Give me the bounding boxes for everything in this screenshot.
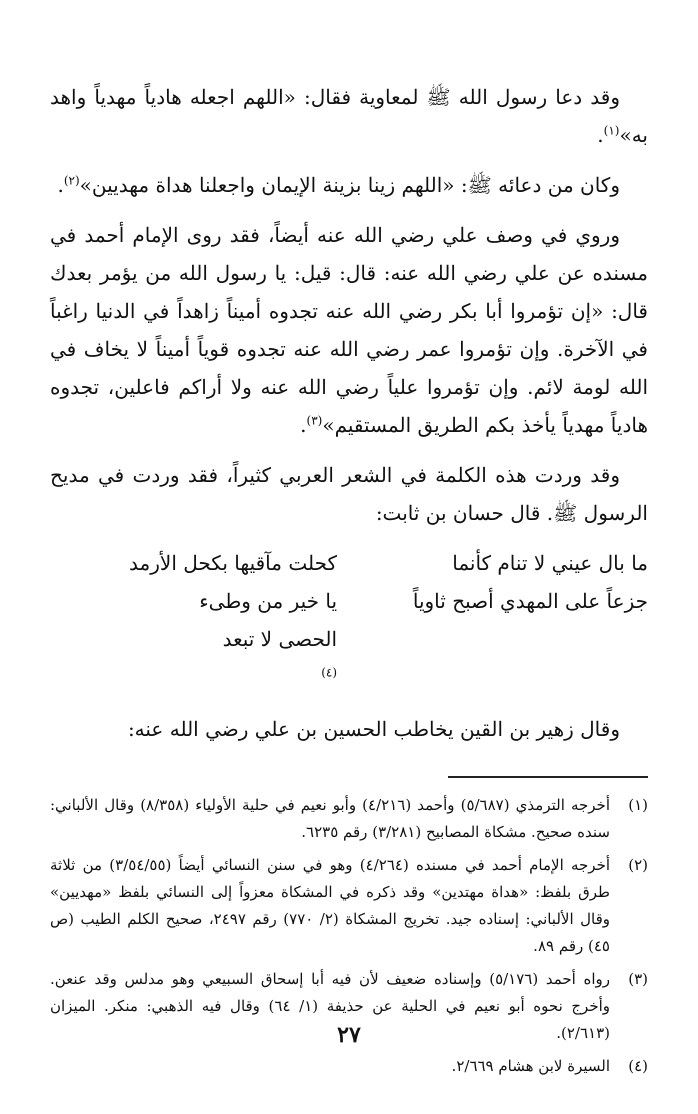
verse-first-hemistich: ما بال عيني لا تنام كأنما xyxy=(452,551,648,575)
page-number: ٢٧ xyxy=(337,1022,361,1048)
footnote-text: أخرجه الإمام أحمد في مسنده (٤/٢٦٤) وهو في سنن النسائي أيضاً (٣/٥٤/٥٥) من ثلاثة طرق بلفظ: «هداة مهتدين» وقد ذكره في المشكاة معزواً إلى النسائي بلفظ «مهديين» وقال الألباني: إسناده جيد. تخريج المشكاة (٢/ ٧٧٠) رقم ٢٤٩٧، صحيح الكلم الطيب (ص ٤٥) رقم ٨٩. xyxy=(50,855,611,955)
footnote-number: (١) xyxy=(628,795,648,814)
verse-second-hemistich: كحلت مآقيها بكحل الأرمد xyxy=(129,551,338,575)
verse-line xyxy=(50,544,648,582)
verse-first-hemistich: جزعاً على المهدي أصبح ثاوياً xyxy=(412,589,648,613)
verse-second-hemistich: يا خير من وطىء الحصى لا تبعد $^{(٤)}$ xyxy=(199,589,338,680)
paragraph-poetry-intro xyxy=(50,456,648,532)
verse-line xyxy=(50,582,648,696)
paragraph-text: وروي في وصف علي رضي الله عنه أيضاً، فقد روى الإمام أحمد في مسنده عن علي رضي الله عنه: قال: قيل: يا رسول الله من يؤمر بعدك قال: «إن تؤمروا أبا بكر رضي الله عنه تجدوه أميناً زاهداً في الدنيا راغباً في الآخرة. وإن تؤمروا عمر رضي الله عنه تجدوه قوياً أميناً لا يخاف في الله لومة لائم. وإن تؤمروا علياً رضي الله عنه ولا أراكم فاعلين، تجدوه هادياً مهدياً يأخذ بكم الطريق المستقيم» xyxy=(50,223,648,437)
paragraph-text: وقد وردت هذه الكلمة في الشعر العربي كثيراً، فقد وردت في مديح الرسول ﷺ. قال حسان بن ثابت: xyxy=(50,463,648,525)
footnote-ref[interactable]: (٤) xyxy=(321,665,338,680)
footnote-ref[interactable]: (٣) xyxy=(306,413,323,428)
footnote-number: (٢) xyxy=(628,855,648,874)
footnote-text: رواه أحمد (٥/١٧٦) وإسناده ضعيف لأن فيه أبا إسحاق السبيعي وهو مدلس وقد عنعن. وأخرج نحوه أبو نعيم في الحلية عن حذيفة (١/ ٦٤) وقال فيه الذهبي: منكر. الميزان (٢/٦١٣). xyxy=(50,969,611,1042)
paragraph-ali: وروي في وصف علي رضي الله عنه أيضاً، فقد روى الإمام أحمد في مسنده عن علي رضي الله عنه: قال: قيل: يا رسول الله من يؤمر بعدك قال: «إن تؤمروا أبا بكر رضي الله عنه تجدوه أميناً زاهداً في الدنيا راغباً في الآخرة. وإن تؤمروا عمر رضي الله عنه تجدوه قوياً أميناً لا يخاف في الله لومة لائم. وإن تؤمروا علياً رضي الله عنه ولا أراكم فاعلين، تجدوه هادياً مهدياً يأخذ بكم الطريق المستقيم»$^{(٣)}$. xyxy=(50,223,648,437)
footnote xyxy=(50,792,648,846)
footnote-number: (٤) xyxy=(628,1056,648,1075)
footnote-ref[interactable]: (٢) xyxy=(63,173,80,188)
footnote-text: السيرة لابن هشام ٢/٦٦٩. xyxy=(451,1056,610,1075)
footnote-text: أخرجه الترمذي (٥/٦٨٧) وأحمد (٤/٢١٦) وأبو نعيم في حلية الأولياء (٨/٣٥٨) وقال الألباني: سنده صحيح. مشكاة المصابيح (٣/٢٨١) رقم ٦٢٣٥. xyxy=(50,795,610,841)
paragraph-dua: وكان من دعائه ﷺ: «اللهم زينا بزينة الإيمان واجعلنا هداة مهديين»$^{(٢)}$. xyxy=(57,173,620,197)
footnote-ref[interactable]: (١) xyxy=(603,123,620,138)
paragraph-text: وقال زهير بن القين يخاطب الحسين بن علي رضي الله عنه: xyxy=(127,717,620,741)
paragraph-closing xyxy=(50,710,648,748)
footnote-divider xyxy=(448,776,648,778)
footnote-number: (٣) xyxy=(628,969,648,988)
page-body xyxy=(50,78,648,1086)
footnote xyxy=(50,852,648,960)
footnote xyxy=(50,1053,648,1080)
paragraph-text: وكان من دعائه ﷺ: «اللهم زينا بزينة الإيمان واجعلنا هداة مهديين» xyxy=(79,173,620,197)
paragraph-text: وقد دعا رسول الله ﷺ لمعاوية فقال: «اللهم اجعله هادياً مهدياً واهد به» xyxy=(50,85,648,147)
paragraph-muawiya: وقد دعا رسول الله ﷺ لمعاوية فقال: «اللهم اجعله هادياً مهدياً واهد به»$^{(١)}$. xyxy=(50,85,648,147)
